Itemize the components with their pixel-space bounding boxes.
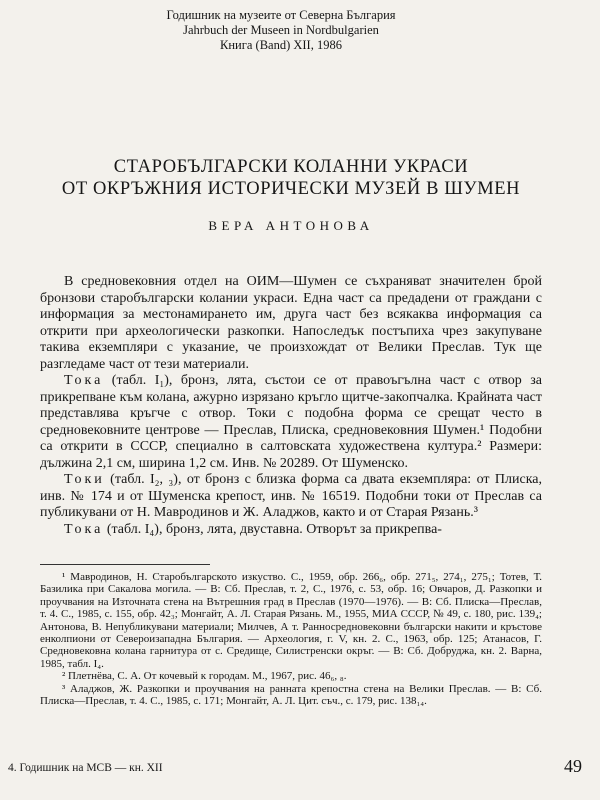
paragraph-4-term: Тока: [64, 521, 104, 537]
footnotes: [40, 571, 542, 707]
title-line-2: ОТ ОКРЪЖНИЯ ИСТОРИЧЕСКИ МУЗЕЙ В ШУМЕН: [61, 179, 521, 199]
paragraph-2-term: Тока: [64, 373, 104, 388]
footnote-3: ³ Аладжов, Ж. Разкопки и проучвания на ранната крепостна стена на Велики Преслав. — В: Сб. Плиска—Преслав, т. 4. С., 1985, с. 171; Монгайт, А. Л. Цит. съч., с. 179, рис. 138₁₄.: [40, 682, 542, 708]
header-line-2: Jahrbuch der Museen in Nordbulgarien: [183, 23, 379, 37]
paragraph-4-text: (табл. I₄), бронз, лята, двуставна. Отворът за прикрепва-: [103, 521, 442, 537]
footnote-2: ² Плетнёва, С. А. От кочевый к городам. М., 1967, рис. 46₆, ₈.: [62, 670, 347, 683]
footnote-1: ¹ Мавродинов, Н. Старобългарското изкуство. С., 1959, обр. 266₆, обр. 271₅, 274₁, 275₁; Тотев, Т. Базилика при Сакалова могила. — В: Сб. Преслав, т. 2, С., 1976, с. 53, обр. 16; Овчаров, Д. Разкопки и проучвания на Източната стена на Вътрешния град в Преслав (1970—1976). — В: Сб. Плиска—Преслав, т. 4. С., 1985, с. 155, обр. 42₃; Монгайт, А. Л. Старая Рязань. М., 1955, МИА СССР, № 49, с. 180, рис. 139₄; Антонова, В. Непубликувани материали; Милчев, А т. Ранносредновековни български накити и кръстове енколпиони от Североизападна България. — Археология, г. V, кн. 2. С., 1963, обр. 125; Атанасов, Г. Средновековна колана гарнитура от с. Средище, Силистренски окръг. — В: Сб. Добруджа, кн. 2. Варна, 1985, табл. I₄.: [40, 571, 542, 670]
paragraph-2-text: (табл. I₁), бронз, лята, състои се от правоъгълна част с отвор за прикрепване към колана, ажурно изрязано кръгло щитче-закопчалка. Крайната част представлява кръгче с отвор. Токи с подобна форма се срещат често в средновековните центрове — Преслав, Плиска, средновековния Шумен.¹ Подобни са открити в СССР, специално в салтовската художествена култура.² Размери: дължина 2,1 см, ширина 1,2 см. Инв. № 20289. От Шуменско.: [40, 373, 542, 471]
paragraph-3: [40, 472, 542, 522]
header-line-3: Книга (Band) XII, 1986: [220, 38, 342, 52]
paragraph-3-term: Токи: [64, 472, 105, 487]
article-title: [40, 156, 542, 200]
article-body: [40, 274, 542, 538]
paragraph-4: [40, 522, 542, 539]
footnote-divider: [40, 564, 210, 565]
paragraph-2: [40, 373, 542, 472]
paragraph-3-text: (табл. I₂, ₃), от бронз с близка форма са двата екземпляра: от Плиска, инв. № 174 и от Шуменска крепост, инв. № 16519. Подобни токи от Преслав са публикувани от Н. Мавродинов и Ж. Аладжов, както и от Старая Рязань.³: [40, 472, 542, 520]
journal-header: [20, 8, 542, 53]
article-author: ВЕРА АНТОНОВА: [208, 218, 374, 233]
header-line-1: Годишник на музеите от Северна България: [166, 8, 396, 22]
paragraph-1: В средновековния отдел на ОИМ—Шумен се съхраняват значителен брой бронзови старобългарски колании украси. Една част са предадени от граждани с информация за местонамирането им, друга част без всякаква информация са открити при археологически разкопки. Напоследък постъпиха чрез закупуване такива екземпляри с указание, че произхождат от Велики Преслав. Тук ще разгледаме част от тези материали.: [40, 274, 542, 372]
title-line-1: СТАРОБЪЛГАРСКИ КОЛАННИ УКРАСИ: [113, 157, 469, 177]
page-footer: [8, 756, 582, 776]
page-number: 49: [564, 756, 582, 776]
footer-signature: 4. Годишник на МСВ — кн. XII: [8, 762, 163, 774]
